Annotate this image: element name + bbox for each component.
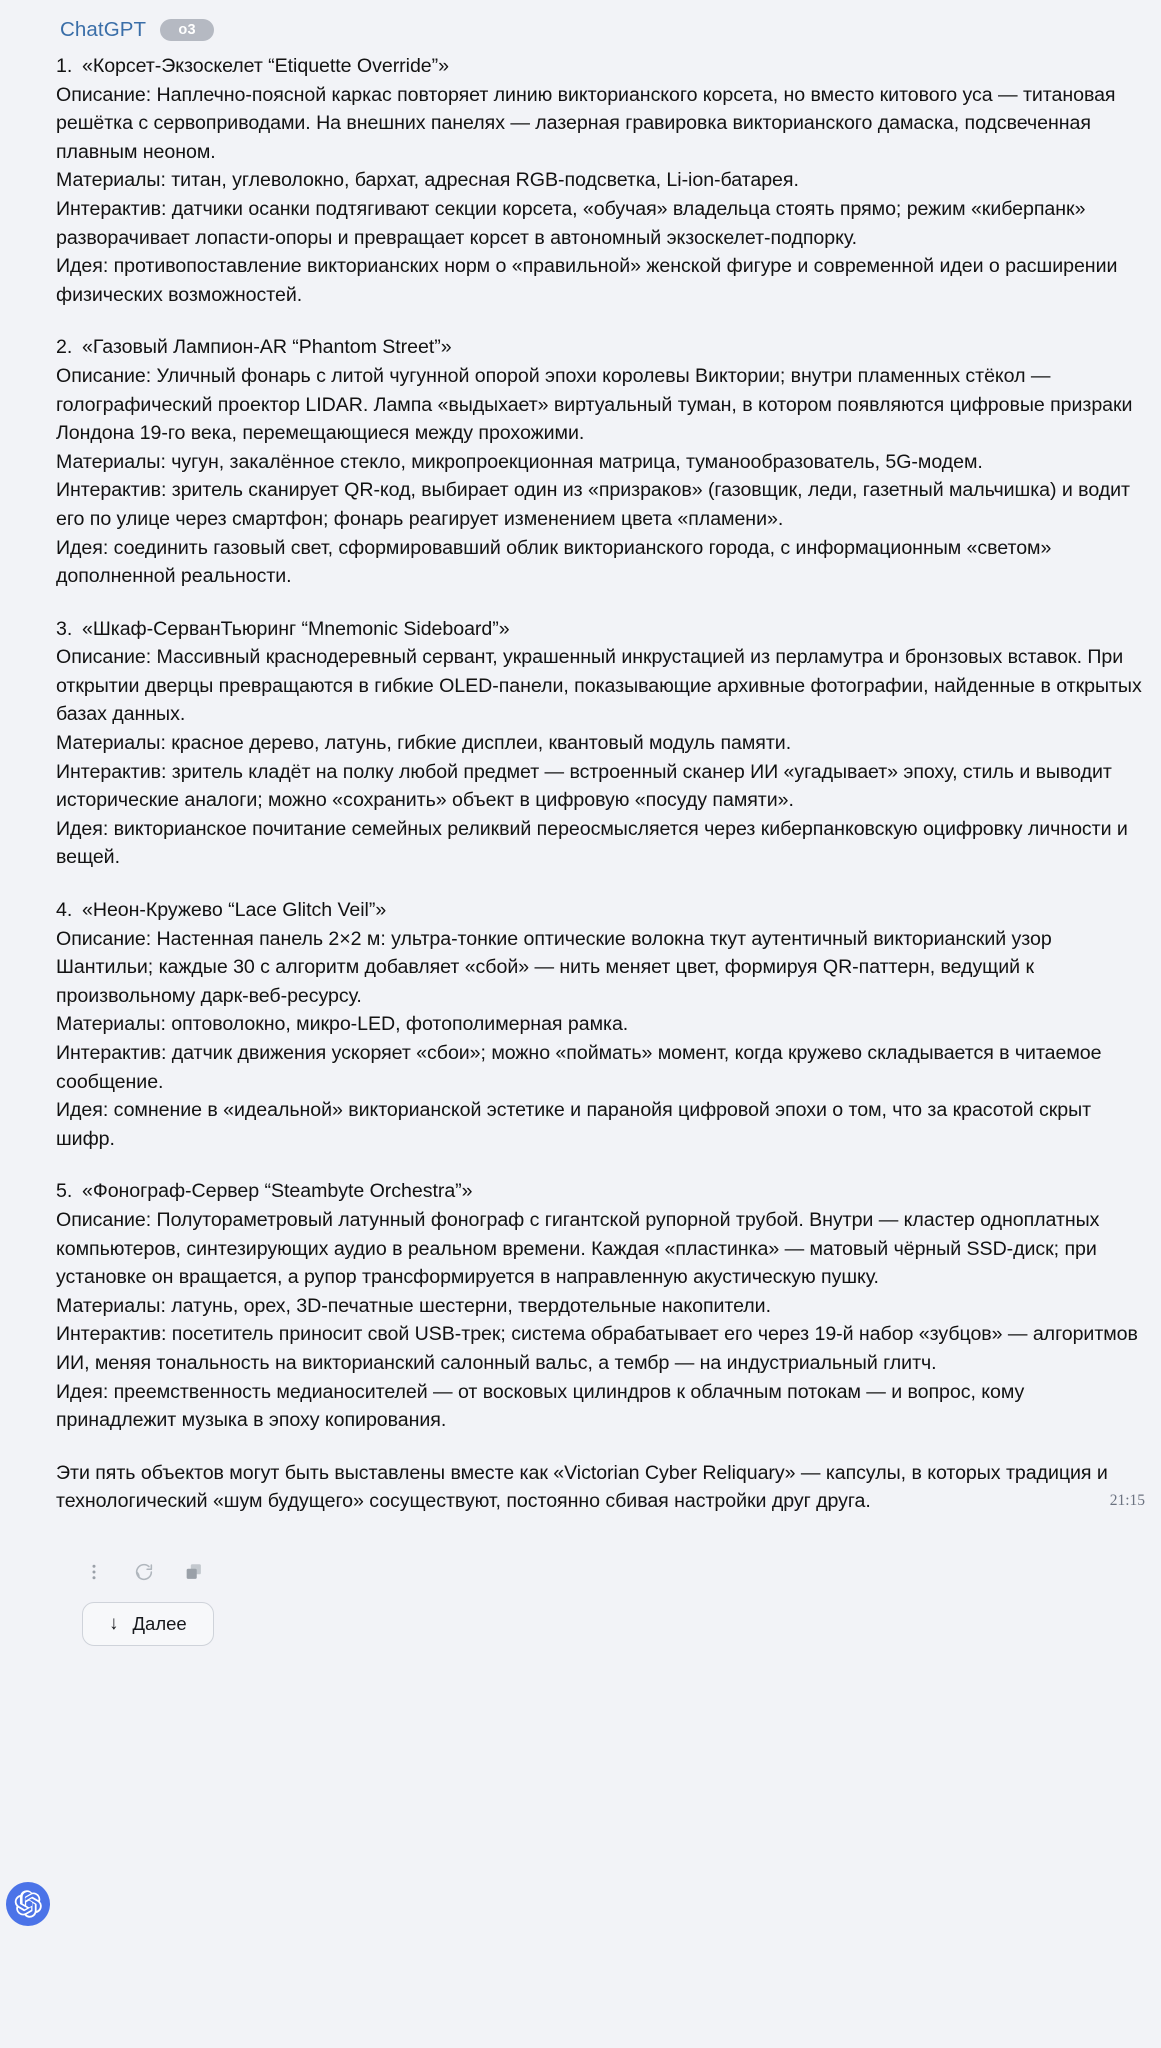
section-number: 1.: [56, 55, 73, 77]
model-badge: o3: [160, 19, 214, 41]
section-title: [56, 896, 1145, 925]
section-title-text: «Шкаф-СерванТьюринг “Mnemonic Sideboard”»: [82, 617, 510, 640]
arrow-down-icon: ↓: [109, 1613, 119, 1635]
section-description: Описание: Уличный фонарь с литой чугунной опорой эпохи королевы Виктории; внутри пламенных стёкол — голографический проектор LIDAR. Лампа «выдыхает» виртуальный туман, в котором появляются цифровые призраки Лондона 19-го века, перемещающиеся между прохожими.: [56, 364, 1133, 445]
section-interactive: Интерактив: датчики осанки подтягивают секции корсета, «обучая» владельца стоять прямо; режим «киберпанк» разворачивает лопасти-опоры и превращает корсет в автономный экзоскелет-подпорку.: [56, 197, 1086, 249]
section-materials: Материалы: красное дерево, латунь, гибкие дисплеи, квантовый модуль памяти.: [56, 732, 792, 755]
section-number: 5.: [56, 1180, 73, 1203]
message-header: [56, 12, 1147, 52]
section-title-text: «Неон-Кружево “Lace Glitch Veil”»: [82, 899, 387, 922]
avatar: [6, 1882, 50, 1926]
section-description: Описание: Наплечно-поясной каркас повторяет линию викторианского корсета, но вместо китового уса — титановая решётка с сервоприводами. На внешних панелях — лазерная гравировка викторианского дамаска, подсвеченная плавным неоном.: [56, 83, 1116, 163]
message-actions: [56, 1548, 1147, 1584]
section-interactive: Интерактив: зритель кладёт на полку любой предмет — встроенный сканер ИИ «угадывает» эпоху, стиль и выводит исторические аналоги; можно «сохранить» объект в цифровую «посуду памяти».: [56, 760, 1112, 812]
message-body: [56, 52, 1147, 1516]
section-2: [56, 333, 1145, 590]
section-materials: Материалы: титан, углеволокно, бархат, адресная RGB-подсветка, Li-ion-батарея.: [56, 169, 799, 192]
section-5: [56, 1177, 1145, 1434]
further-button[interactable]: [82, 1602, 214, 1646]
message-bubble: [56, 12, 1147, 1646]
section-title-text: «Корсет-Экзоскелет “Etiquette Override”»: [82, 55, 449, 77]
section-materials: Материалы: чугун, закалённое стекло, микропроекционная матрица, туманообразователь, 5G-модем.: [56, 450, 983, 473]
section-1: [56, 52, 1145, 309]
section-3: [56, 615, 1145, 872]
section-title-text: «Газовый Лампион-AR “Phantom Street”»: [82, 336, 452, 359]
regenerate-icon[interactable]: [132, 1560, 156, 1584]
section-idea: Идея: преемственность медианосителей — от восковых цилиндров к облачным потокам — и вопрос, кому принадлежит музыка в эпоху копирования.: [56, 1380, 1025, 1432]
section-idea: Идея: сомнение в «идеальной» викторианской эстетике и паранойя цифровой эпохи о том, что за красотой скрыт шифр.: [56, 1099, 1092, 1150]
section-idea: Идея: соединить газовый свет, сформировавший облик викторианского города, с информационным «светом» дополненной реальности.: [56, 536, 1052, 588]
section-title: [56, 333, 1145, 362]
section-interactive: Интерактив: зритель сканирует QR-код, выбирает один из «призраков» (газовщик, леди, газетный мальчишка) и водит его по улице через смартфон; фонарь реагирует изменением цвета «пламени».: [56, 479, 1130, 530]
section-number: 3.: [56, 617, 73, 640]
section-title: [56, 52, 1145, 81]
openai-logo-icon: [13, 1889, 43, 1919]
timestamp: 21:15: [1109, 1491, 1145, 1509]
closing-paragraph: Эти пять объектов могут быть выставлены вместе как «Victorian Cyber Reliquary» — капсулы, в которых традиция и технологический «шум будущего» сосуществуют, постоянно сбивая настройки друг друга.: [56, 1461, 1108, 1513]
section-title: [56, 1177, 1145, 1206]
section-interactive: Интерактив: датчик движения ускоряет «сбои»; можно «поймать» момент, когда кружево складывается в читаемое сообщение.: [56, 1042, 1102, 1093]
section-materials: Материалы: оптоволокно, микро-LED, фотополимерная рамка.: [56, 1013, 629, 1036]
section-title: [56, 615, 1145, 644]
section-number: 2.: [56, 336, 73, 359]
section-4: [56, 896, 1145, 1153]
section-title-text: «Фонограф-Сервер “Steambyte Orchestra”»: [82, 1180, 473, 1203]
more-options-icon[interactable]: [82, 1560, 106, 1584]
section-description: Описание: Массивный краснодеревный сервант, украшенный инкрустацией из перламутра и бронзовых вставок. При открытии дверцы превращаются в гибкие OLED-панели, показывающие архивные фотографии, найденные в открытых базах данных.: [56, 646, 1142, 726]
section-idea: Идея: викторианское почитание семейных реликвий переосмысляется через киберпанковскую оцифровку личности и вещей.: [56, 817, 1128, 869]
further-button-label: Далее: [132, 1612, 187, 1634]
message-footer: [56, 1491, 1147, 1548]
sender-name: ChatGPT: [60, 18, 147, 41]
section-description: Описание: Полутораметровый латунный фонограф с гигантской рупорной трубой. Внутри — кластер одноплатных компьютеров, синтезирующих аудио в реальном времени. Каждая «пластинка» — матовый чёрный SSD-диск; при установке он вращается, а рупор трансформируется в направленную акустическую пушку.: [56, 1208, 1100, 1289]
section-interactive: Интерактив: посетитель приносит свой USB-трек; система обрабатывает его через 19-й набор «зубцов» — алгоритмов ИИ, меняя тональность на викторианский салонный вальс, а тембр — на индустриальный глитч.: [56, 1323, 1138, 1374]
section-materials: Материалы: латунь, орех, 3D-печатные шестерни, твердотельные накопители.: [56, 1294, 771, 1317]
copy-icon[interactable]: [182, 1560, 206, 1584]
section-number: 4.: [56, 899, 73, 922]
section-description: Описание: Настенная панель 2×2 м: ультра-тонкие оптические волокна ткут аутентичный викторианский узор Шантильи; каждые 30 с алгоритм добавляет «сбой» — нить меняет цвет, формируя QR-паттерн, ведущий к произвольному дарк-веб-ресурсу.: [56, 927, 1052, 1007]
section-idea: Идея: противопоставление викторианских норм о «правильной» женской фигуре и современной идеи о расширении физических возможностей.: [56, 255, 1118, 306]
